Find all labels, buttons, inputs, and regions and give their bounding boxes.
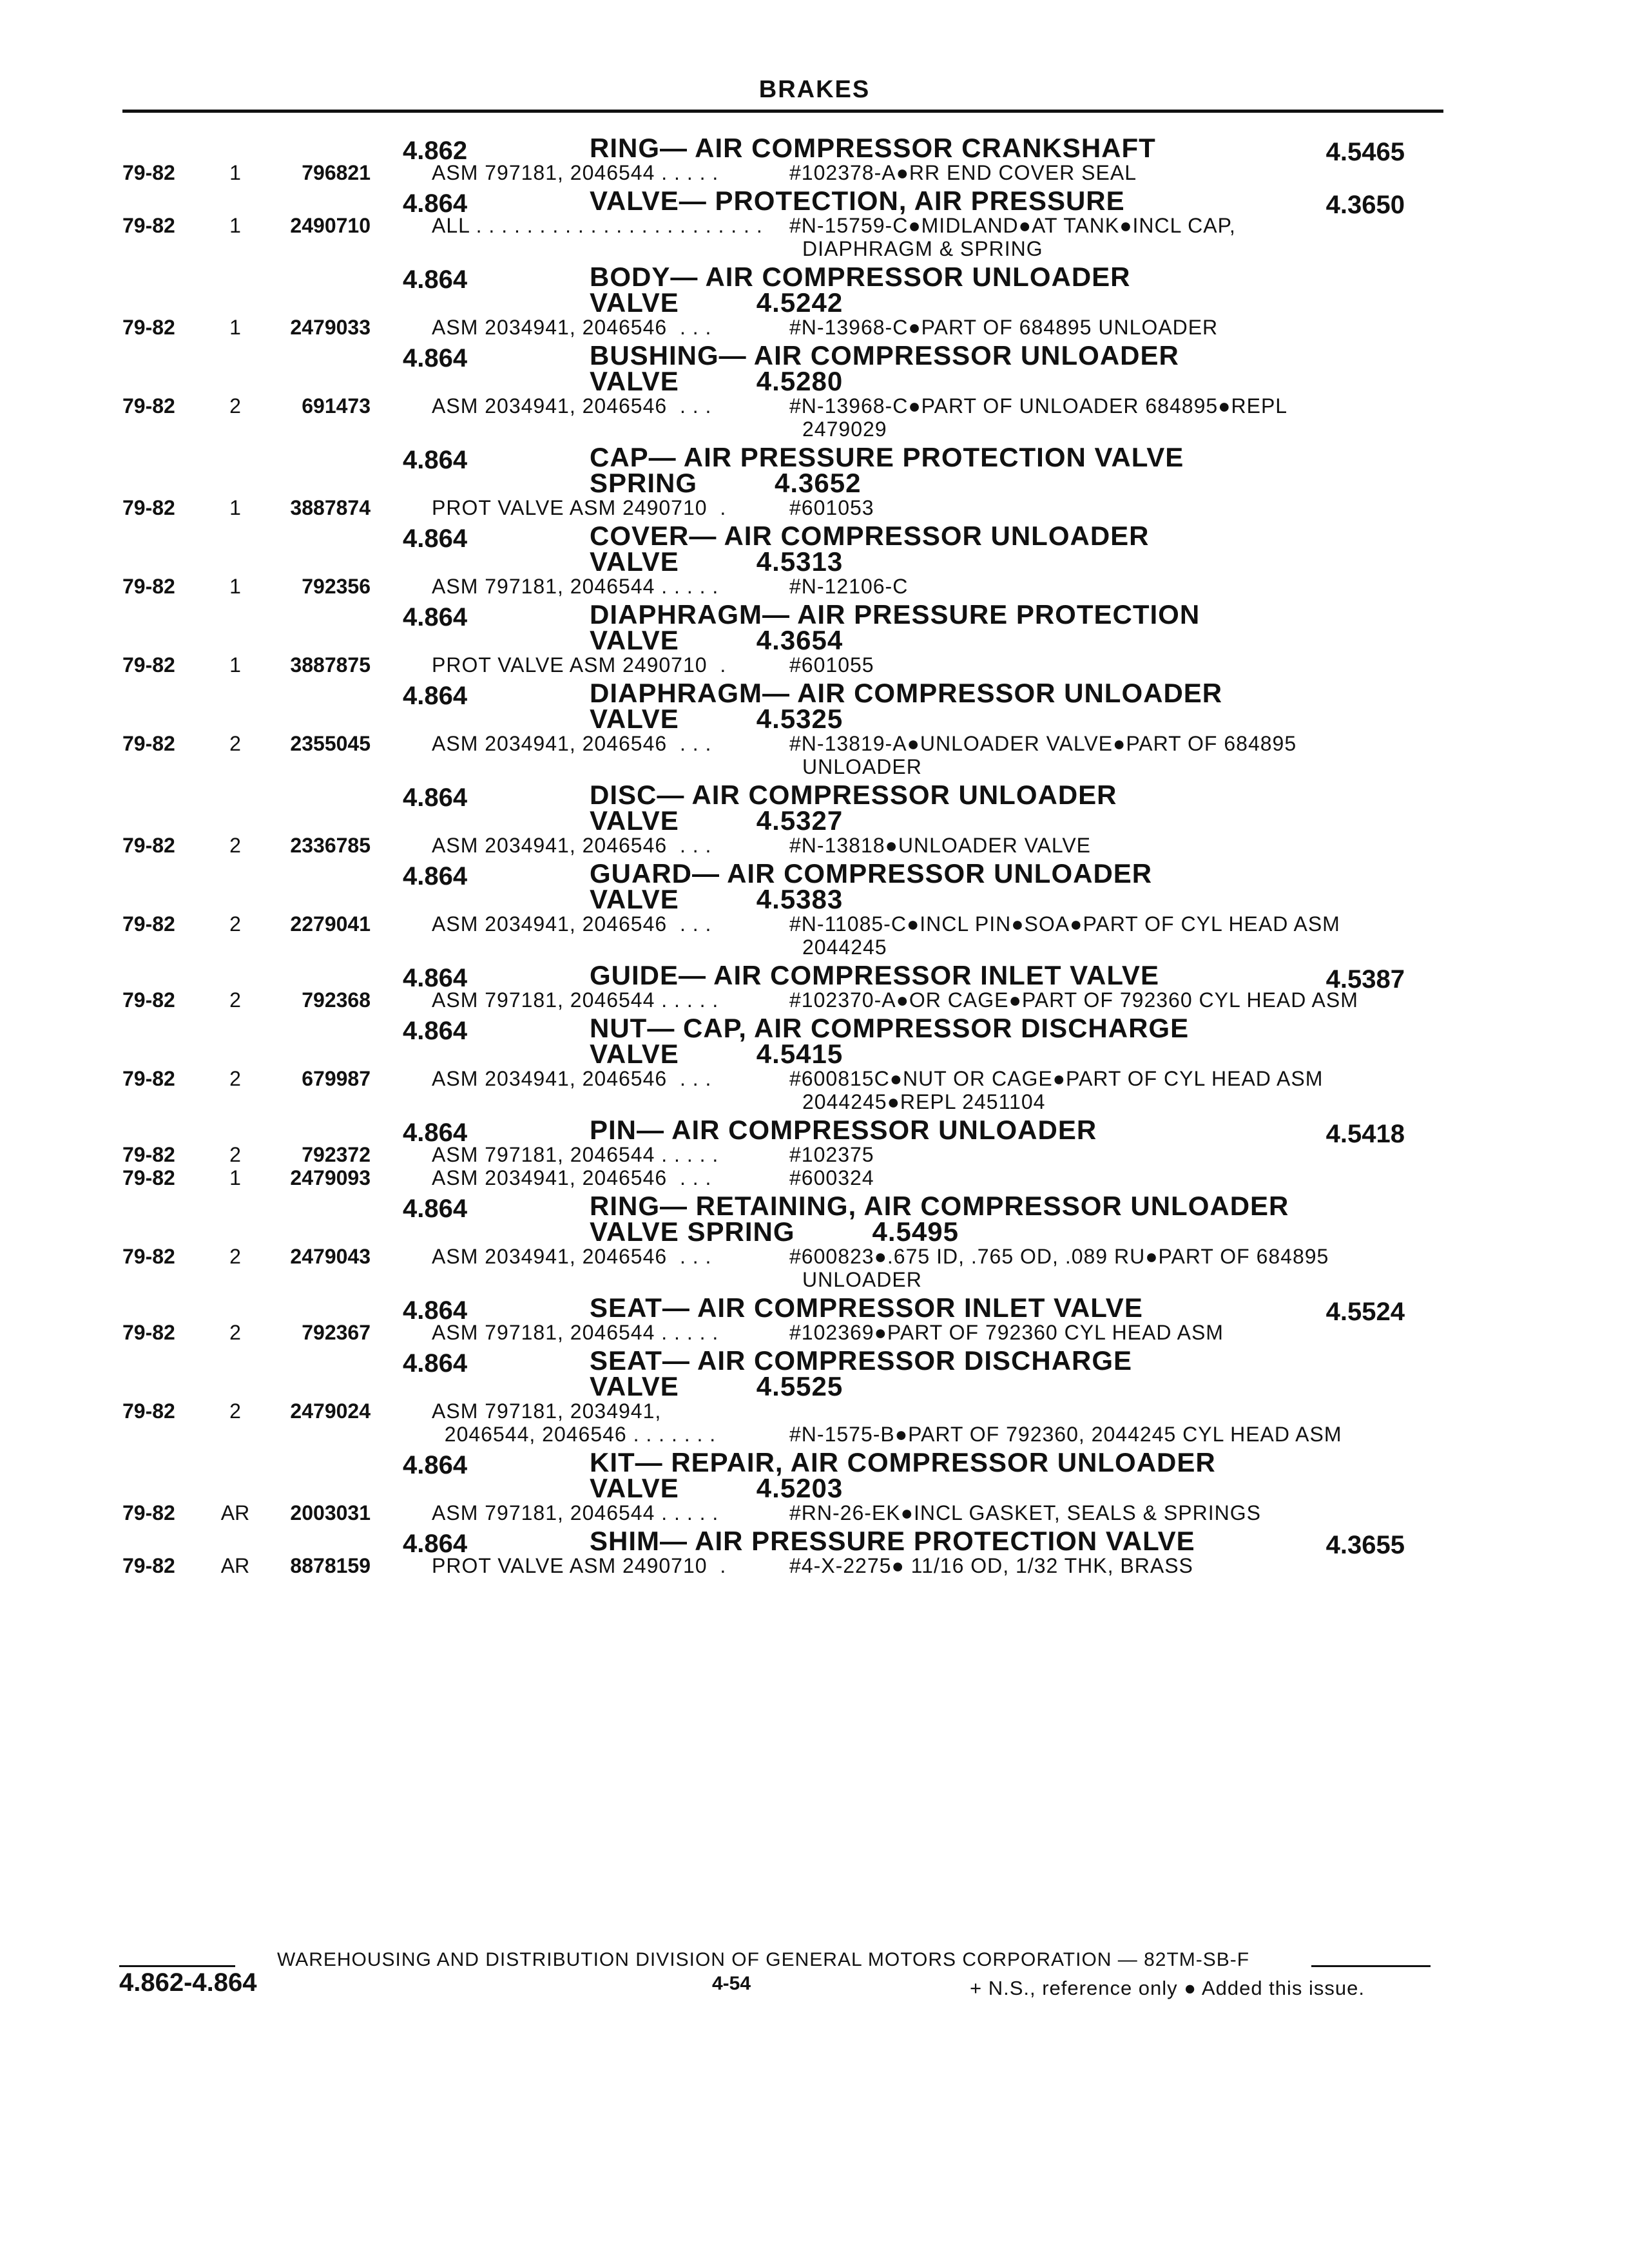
application: PROT VALVE ASM 2490710 . — [432, 1554, 727, 1577]
part-title-line — [590, 805, 1395, 836]
part-title-text: VALVE — [590, 287, 679, 318]
part-number: 8878159 — [290, 1554, 371, 1577]
part-title-text: VALVE — [590, 805, 679, 836]
group-code: 4.5418 — [1325, 1120, 1405, 1148]
part-description — [789, 575, 1447, 598]
part-row — [0, 575, 1629, 598]
part-title-line — [590, 680, 1395, 706]
group-code: 4.5524 — [1325, 1298, 1405, 1326]
quantity: 2 — [229, 732, 241, 755]
group-code: 4.5313 — [756, 546, 843, 577]
part-row — [0, 834, 1629, 857]
description-line-continued: 2479029 — [802, 418, 887, 441]
quantity: 2 — [229, 834, 241, 857]
model-years: 79-82 — [122, 1143, 175, 1166]
entry-heading — [0, 1447, 1629, 1503]
catalog-entry — [0, 1345, 1629, 1446]
description-line-continued: UNLOADER — [802, 1268, 922, 1291]
quantity: 1 — [229, 575, 241, 598]
part-title-text: RING— AIR COMPRESSOR CRANKSHAFT — [590, 133, 1156, 163]
entry-heading — [0, 133, 1629, 166]
part-title-text: VALVE — [590, 366, 679, 396]
part-row — [0, 1321, 1629, 1344]
quantity: 2 — [229, 1245, 241, 1268]
quantity: 1 — [229, 316, 241, 339]
part-title-text: CAP— AIR PRESSURE PROTECTION VALVE — [590, 442, 1184, 472]
application: PROT VALVE ASM 2490710 . — [432, 496, 727, 519]
description-line-continued: 2044245●REPL 2451104 — [802, 1090, 1046, 1113]
quantity: 2 — [229, 988, 241, 1012]
part-description — [789, 1067, 1447, 1113]
part-row — [0, 1067, 1629, 1113]
part-number: 2003031 — [290, 1501, 371, 1524]
catalog-entry — [0, 599, 1629, 677]
description-line: #102375 — [789, 1143, 874, 1166]
model-years: 79-82 — [122, 575, 175, 598]
catalog-entry — [0, 858, 1629, 959]
part-title-text: SEAT— AIR COMPRESSOR DISCHARGE — [590, 1345, 1133, 1376]
model-years: 79-82 — [122, 988, 175, 1012]
model-years: 79-82 — [122, 1501, 175, 1524]
quantity: 1 — [229, 496, 241, 519]
description-line-continued: 2044245 — [802, 936, 887, 959]
description-line: #102378-A●RR END COVER SEAL — [789, 161, 1137, 184]
quantity: 2 — [229, 394, 241, 418]
part-description — [789, 834, 1447, 857]
part-description — [789, 1399, 1447, 1423]
group-code: 4.5242 — [756, 287, 843, 318]
part-title-text: DIAPHRAGM— AIR COMPRESSOR UNLOADER — [590, 678, 1223, 708]
part-title-line — [590, 470, 1395, 496]
part-title-line — [590, 1117, 1395, 1143]
part-description — [789, 161, 1447, 184]
section-number: 4.864 — [403, 964, 468, 992]
application: ASM 2034941, 2046546 . . . — [432, 732, 712, 755]
entry-heading — [0, 1015, 1629, 1067]
part-title-text: VALVE SPRING — [590, 1216, 795, 1247]
part-title-text: VALVE — [590, 625, 679, 655]
section-number: 4.864 — [403, 189, 468, 218]
entry-heading — [0, 858, 1629, 914]
part-title-line — [590, 599, 1395, 629]
section-number: 4.864 — [403, 446, 468, 474]
part-description — [789, 1423, 1447, 1446]
part-number: 3887874 — [290, 496, 371, 519]
part-title-text: BUSHING— AIR COMPRESSOR UNLOADER — [590, 340, 1179, 370]
description-line-continued: UNLOADER — [802, 755, 922, 778]
quantity: 2 — [229, 1067, 241, 1090]
part-title-line — [590, 1528, 1395, 1554]
part-title-line — [590, 1447, 1395, 1477]
part-number: 2490710 — [290, 214, 371, 237]
entry-heading — [0, 442, 1629, 498]
description-line: #N-13968-C●PART OF 684895 UNLOADER — [789, 316, 1219, 339]
part-row — [0, 316, 1629, 339]
part-title-text: VALVE — [590, 1473, 679, 1503]
entry-heading — [0, 960, 1629, 994]
part-description — [789, 912, 1447, 959]
application: ASM 797181, 2046544 . . . . . — [432, 1143, 719, 1166]
entry-heading — [0, 599, 1629, 655]
part-title-text: RING— RETAINING, AIR COMPRESSOR UNLOADER — [590, 1191, 1289, 1221]
description-line: #600823●.675 ID, .765 OD, .089 RU●PART OF 684895 — [789, 1245, 1329, 1268]
description-line: #N-13818●UNLOADER VALVE — [789, 834, 1091, 857]
entry-heading — [0, 1115, 1629, 1148]
section-number: 4.864 — [403, 1530, 468, 1558]
part-row — [0, 214, 1629, 260]
footer-rule-left — [119, 1965, 235, 1967]
group-code: 4.3650 — [1325, 191, 1405, 219]
part-title-line — [590, 188, 1395, 214]
part-number: 2479024 — [290, 1399, 371, 1423]
description-line: #600324 — [789, 1166, 874, 1189]
application: ASM 797181, 2046544 . . . . . — [432, 1321, 719, 1344]
catalog-entry — [0, 1295, 1629, 1344]
application: ASM 797181, 2046544 . . . . . — [432, 161, 719, 184]
application: ASM 797181, 2034941, — [432, 1399, 662, 1423]
part-description — [789, 1554, 1447, 1577]
parts-catalog-list — [0, 135, 1629, 1581]
quantity: 2 — [229, 1399, 241, 1423]
part-title-text: SHIM— AIR PRESSURE PROTECTION VALVE — [590, 1526, 1195, 1556]
footer-page-number: 4-54 — [712, 1973, 751, 1994]
description-line: #N-12106-C — [789, 575, 909, 598]
group-code: 4.5495 — [872, 1216, 959, 1247]
part-row — [0, 1166, 1629, 1189]
entry-heading — [0, 1345, 1629, 1401]
part-title-line — [590, 782, 1395, 808]
section-number: 4.864 — [403, 603, 468, 631]
part-title-line — [590, 546, 1395, 577]
part-title-line — [590, 1193, 1395, 1219]
part-title-text: VALVE— PROTECTION, AIR PRESSURE — [590, 186, 1125, 216]
part-title-text: VALVE — [590, 884, 679, 914]
section-number: 4.864 — [403, 1017, 468, 1045]
part-description — [789, 732, 1447, 778]
part-number: 679987 — [302, 1067, 371, 1090]
part-number: 2279041 — [290, 912, 371, 936]
entry-heading — [0, 680, 1629, 732]
description-line: #N-13968-C●PART OF UNLOADER 684895●REPL — [789, 394, 1288, 418]
entry-heading — [0, 1526, 1629, 1559]
part-row — [0, 653, 1629, 677]
part-description — [789, 496, 1447, 519]
application: ASM 2034941, 2046546 . . . — [432, 1067, 712, 1090]
catalog-entry — [0, 1193, 1629, 1291]
part-title-line — [590, 523, 1395, 549]
part-title-line — [590, 340, 1395, 370]
description-line: #N-13819-A●UNLOADER VALVE●PART OF 684895 — [789, 732, 1297, 755]
application: ASM 2034941, 2046546 . . . — [432, 834, 712, 857]
model-years: 79-82 — [122, 1399, 175, 1423]
part-title-line — [590, 858, 1395, 889]
model-years: 79-82 — [122, 1245, 175, 1268]
part-number: 792372 — [302, 1143, 371, 1166]
model-years: 79-82 — [122, 161, 175, 184]
part-number: 796821 — [302, 161, 371, 184]
application: 2046544, 2046546 . . . . . . . — [432, 1423, 717, 1446]
description-line: #601053 — [789, 496, 874, 519]
application: ASM 797181, 2046544 . . . . . — [432, 1501, 719, 1524]
application: ASM 797181, 2046544 . . . . . — [432, 988, 719, 1012]
model-years: 79-82 — [122, 912, 175, 936]
model-years: 79-82 — [122, 1067, 175, 1090]
part-title-text: GUARD— AIR COMPRESSOR UNLOADER — [590, 858, 1153, 889]
part-title-line — [590, 287, 1395, 318]
quantity: 1 — [229, 1166, 241, 1189]
quantity: 2 — [229, 1321, 241, 1344]
group-code: 4.5325 — [756, 704, 843, 734]
part-title-line — [590, 884, 1395, 914]
catalog-entry — [0, 1117, 1629, 1189]
part-title-text: VALVE — [590, 1371, 679, 1401]
model-years: 79-82 — [122, 1166, 175, 1189]
section-number: 4.864 — [403, 1296, 468, 1325]
part-number: 2355045 — [290, 732, 371, 755]
description-line: #RN-26-EK●INCL GASKET, SEALS & SPRINGS — [789, 1501, 1261, 1524]
group-code: 4.5387 — [1325, 965, 1405, 994]
part-title-line — [590, 442, 1395, 472]
quantity: 1 — [229, 214, 241, 237]
part-title-text: BODY— AIR COMPRESSOR UNLOADER — [590, 262, 1131, 292]
part-title-line — [590, 625, 1395, 655]
model-years: 79-82 — [122, 496, 175, 519]
part-row — [0, 394, 1629, 441]
part-description — [789, 1501, 1447, 1524]
application: ASM 2034941, 2046546 . . . — [432, 316, 712, 339]
part-title-text: VALVE — [590, 704, 679, 734]
part-description — [789, 1143, 1447, 1166]
part-number: 792368 — [302, 988, 371, 1012]
part-row — [0, 1554, 1629, 1577]
part-title-text: DIAPHRAGM— AIR PRESSURE PROTECTION — [590, 599, 1200, 629]
quantity: 1 — [229, 653, 241, 677]
catalog-entry — [0, 1447, 1629, 1524]
catalog-entry — [0, 340, 1629, 441]
part-title-line — [590, 1475, 1395, 1501]
entry-heading — [0, 186, 1629, 219]
part-number: 2336785 — [290, 834, 371, 857]
model-years: 79-82 — [122, 1554, 175, 1577]
part-row — [0, 912, 1629, 959]
part-title-line — [590, 1295, 1395, 1321]
part-row — [0, 496, 1629, 519]
part-title-line — [590, 366, 1395, 396]
part-row — [0, 161, 1629, 184]
section-number: 4.864 — [403, 1119, 468, 1147]
catalog-entry — [0, 1528, 1629, 1577]
quantity: AR — [220, 1554, 250, 1577]
section-number: 4.864 — [403, 265, 468, 294]
part-description — [789, 1245, 1447, 1291]
quantity: 2 — [229, 912, 241, 936]
part-title-text: VALVE — [590, 1039, 679, 1069]
section-number: 4.864 — [403, 1195, 468, 1223]
catalog-entry — [0, 442, 1629, 519]
part-description — [789, 653, 1447, 677]
group-code: 4.5525 — [756, 1371, 843, 1401]
part-row — [0, 1245, 1629, 1291]
model-years: 79-82 — [122, 214, 175, 237]
part-title-text: DISC— AIR COMPRESSOR UNLOADER — [590, 780, 1117, 810]
model-years: 79-82 — [122, 653, 175, 677]
part-title-text: SPRING — [590, 468, 698, 498]
part-title-text: NUT— CAP, AIR COMPRESSOR DISCHARGE — [590, 1013, 1190, 1043]
part-row — [0, 732, 1629, 778]
part-title-text: KIT— REPAIR, AIR COMPRESSOR UNLOADER — [590, 1447, 1216, 1477]
part-number: 2479043 — [290, 1245, 371, 1268]
catalog-entry — [0, 960, 1629, 1012]
group-code: 4.5415 — [756, 1039, 843, 1069]
section-number: 4.864 — [403, 783, 468, 812]
part-title-line — [590, 1345, 1395, 1376]
model-years: 79-82 — [122, 834, 175, 857]
application: PROT VALVE ASM 2490710 . — [432, 653, 727, 677]
footer-rule-right — [1311, 1965, 1431, 1967]
catalog-entry — [0, 782, 1629, 857]
quantity: AR — [220, 1501, 250, 1524]
catalog-entry — [0, 1015, 1629, 1113]
entry-heading — [0, 523, 1629, 575]
group-code: 4.5465 — [1325, 138, 1405, 166]
model-years: 79-82 — [122, 1321, 175, 1344]
part-description — [789, 316, 1447, 339]
catalog-entry — [0, 680, 1629, 778]
description-line: #102370-A●OR CAGE●PART OF 792360 CYL HEAD ASM — [789, 988, 1358, 1012]
section-number: 4.864 — [403, 1349, 468, 1378]
part-title-line — [590, 1041, 1395, 1067]
part-title-line — [590, 706, 1395, 732]
part-number: 792367 — [302, 1321, 371, 1344]
part-number: 2479033 — [290, 316, 371, 339]
model-years: 79-82 — [122, 394, 175, 418]
part-title-text: COVER— AIR COMPRESSOR UNLOADER — [590, 521, 1150, 551]
part-title-line — [590, 960, 1395, 990]
part-number: 3887875 — [290, 653, 371, 677]
quantity: 1 — [229, 161, 241, 184]
header-rule — [122, 110, 1443, 113]
entry-heading — [0, 1293, 1629, 1326]
part-title-text: PIN— AIR COMPRESSOR UNLOADER — [590, 1115, 1097, 1145]
part-description — [789, 214, 1447, 260]
footer-organization: WAREHOUSING AND DISTRIBUTION DIVISION OF GENERAL MOTORS CORPORATION — 82TM-SB-F — [277, 1949, 1250, 1970]
section-number: 4.864 — [403, 524, 468, 553]
footer-section-range: 4.862-4.864 — [119, 1968, 257, 1997]
section-number: 4.862 — [403, 137, 468, 165]
entry-heading — [0, 340, 1629, 396]
application: ASM 2034941, 2046546 . . . — [432, 1166, 712, 1189]
section-number: 4.864 — [403, 344, 468, 372]
group-code: 4.3652 — [775, 468, 862, 498]
description-line: #4-X-2275● 11/16 OD, 1/32 THK, BRASS — [789, 1554, 1193, 1577]
group-code: 4.5280 — [756, 366, 843, 396]
part-title-line — [590, 1015, 1395, 1041]
description-line — [789, 1399, 1447, 1423]
group-code: 4.5383 — [756, 884, 843, 914]
part-number: 792356 — [302, 575, 371, 598]
model-years: 79-82 — [122, 732, 175, 755]
description-line: #600815C●NUT OR CAGE●PART OF CYL HEAD ASM — [789, 1067, 1324, 1090]
page-header-title: BRAKES — [758, 76, 871, 103]
group-code: 4.3654 — [756, 625, 843, 655]
part-row — [0, 1423, 1629, 1446]
application: ASM 2034941, 2046546 . . . — [432, 912, 712, 936]
part-title-line — [590, 1371, 1395, 1401]
group-code: 4.3655 — [1325, 1531, 1405, 1559]
part-row — [0, 1143, 1629, 1166]
quantity: 2 — [229, 1143, 241, 1166]
part-title-text: VALVE — [590, 546, 679, 577]
entry-heading — [0, 782, 1629, 834]
entry-heading — [0, 1193, 1629, 1245]
description-line: #N-11085-C●INCL PIN●SOA●PART OF CYL HEAD ASM — [789, 912, 1340, 936]
part-description — [789, 394, 1447, 441]
footer-legend: + N.S., reference only ● Added this issue. — [970, 1977, 1365, 1999]
part-title-line — [590, 1216, 1395, 1247]
section-number: 4.864 — [403, 862, 468, 890]
application: ASM 797181, 2046544 . . . . . — [432, 575, 719, 598]
group-code: 4.5203 — [756, 1473, 843, 1503]
section-number: 4.864 — [403, 682, 468, 710]
part-title-line — [590, 264, 1395, 290]
part-description — [789, 1321, 1447, 1344]
model-years: 79-82 — [122, 316, 175, 339]
part-row — [0, 1399, 1629, 1423]
entry-heading — [0, 264, 1629, 316]
part-row — [0, 1501, 1629, 1524]
application: ALL . . . . . . . . . . . . . . . . . . . . . . . — [432, 214, 763, 237]
catalog-entry — [0, 188, 1629, 260]
part-number: 691473 — [302, 394, 371, 418]
description-line: #601055 — [789, 653, 874, 677]
description-line: #N-15759-C●MIDLAND●AT TANK●INCL CAP, — [789, 214, 1236, 237]
part-title-line — [590, 135, 1395, 161]
catalog-entry — [0, 135, 1629, 184]
catalog-entry — [0, 264, 1629, 339]
section-number: 4.864 — [403, 1451, 468, 1479]
catalog-entry — [0, 523, 1629, 598]
part-description — [789, 1166, 1447, 1189]
application: ASM 2034941, 2046546 . . . — [432, 394, 712, 418]
application: ASM 2034941, 2046546 . . . — [432, 1245, 712, 1268]
part-title-text: SEAT— AIR COMPRESSOR INLET VALVE — [590, 1293, 1143, 1323]
part-description — [789, 988, 1447, 1012]
part-title-text: GUIDE— AIR COMPRESSOR INLET VALVE — [590, 960, 1159, 990]
part-number: 2479093 — [290, 1166, 371, 1189]
group-code: 4.5327 — [756, 805, 843, 836]
description-line: #N-1575-B●PART OF 792360, 2044245 CYL HEAD ASM — [789, 1423, 1342, 1446]
description-line: #102369●PART OF 792360 CYL HEAD ASM — [789, 1321, 1224, 1344]
description-line-continued: DIAPHRAGM & SPRING — [802, 237, 1043, 260]
part-row — [0, 988, 1629, 1012]
